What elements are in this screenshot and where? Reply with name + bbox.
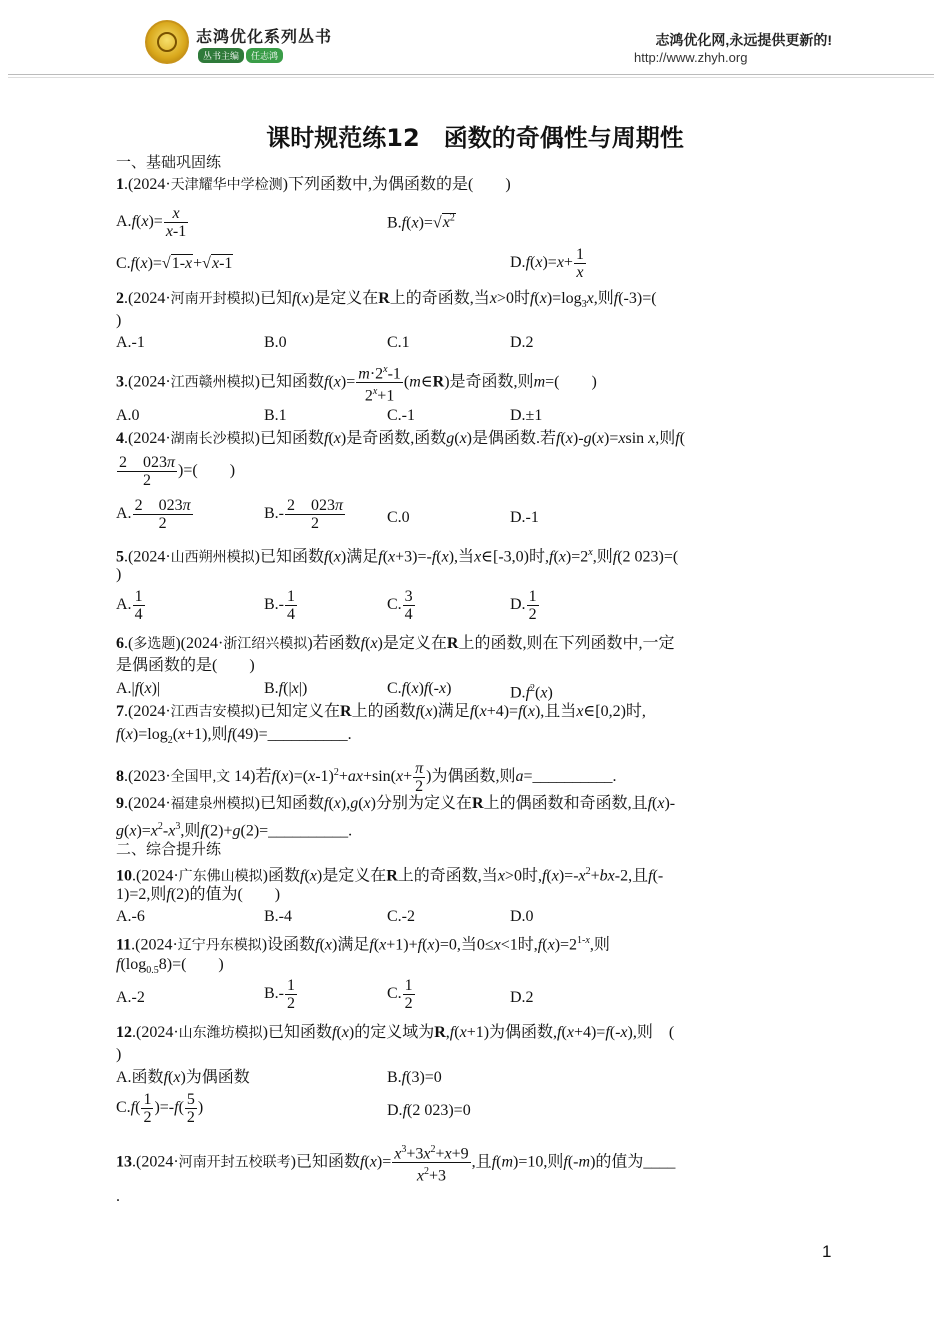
q6-option-d[interactable]: $D.f^2(x)$ — [510, 683, 553, 702]
question-3: 3.(2024·江西赣州模拟)已知函数f(x)= $\frac{m\cdot 2^x-1}{2^x+1}$ (m∈R)是奇函数,则m=( ) — [116, 361, 597, 405]
q1-option-a[interactable]: A.f(x)= $\frac{x}{x-1}$ — [116, 205, 187, 240]
q12-option-a[interactable]: A.函数f(x)为偶函数 — [116, 1069, 250, 1086]
q11-option-d[interactable]: D.2 — [510, 989, 534, 1006]
q4-option-a[interactable]: A. $\frac{2 023\pi}{2}$ — [116, 497, 191, 532]
q5-option-a[interactable]: A. $\frac{1}{4}$ — [116, 588, 143, 623]
q5-option-c[interactable]: C. $\frac{3}{4}$ — [387, 588, 413, 623]
q5-option-d[interactable]: D. $\frac{1}{2}$ — [510, 588, 537, 623]
q4-option-b[interactable]: B.- $\frac{2 023\pi}{2}$ — [264, 497, 344, 532]
question-4: 4.(2024·湖南长沙模拟)已知函数f(x)是奇函数,函数g(x)是偶函数.若f(x)-g(x)=xsin x,则f( — [116, 430, 686, 447]
header-divider-thin — [8, 77, 934, 78]
question-12: 12.(2024·山东潍坊模拟)已知函数f(x)的定义域为R,f(x+1)为偶函数,f(x+4)=f(-x),则 ( — [116, 1024, 675, 1041]
page-header — [0, 0, 950, 90]
q6-option-a[interactable]: A.|f(x)| — [116, 680, 161, 697]
editor-label: 丛书主编 — [198, 48, 244, 63]
question-2: 2.(2024·河南开封模拟)已知f(x)是定义在R上的奇函数,当x>0时$f(x)=\log_3x$,则f(-3)=( — [116, 290, 657, 311]
slogan: 志鸿优化网,永远提供更新的! — [655, 32, 832, 48]
q3-option-d[interactable]: D.±1 — [510, 407, 543, 424]
q5-option-b[interactable]: B.- $\frac{1}{4}$ — [264, 588, 295, 623]
section-heading-basic: 一、基础巩固练 — [116, 153, 222, 171]
q4-option-c[interactable]: C.0 — [387, 509, 410, 526]
q2-option-b[interactable]: B.0 — [264, 334, 287, 351]
q1-option-b[interactable]: $B.f(x)=√x^2$ — [387, 213, 455, 232]
q10-option-d[interactable]: D.0 — [510, 908, 534, 925]
q12-option-b[interactable]: B.f(3)=0 — [387, 1069, 442, 1086]
brand-title: 志鸿优化系列丛书 — [196, 29, 333, 46]
page-number: 1 — [822, 1242, 832, 1261]
section-heading-comprehensive: 二、综合提升练 — [116, 840, 222, 858]
question-1: 1.(2024·天津耀华中学检测)下列函数中,为偶函数的是( ) — [116, 176, 511, 193]
site-url[interactable]: http://www.zhyh.org — [634, 50, 748, 65]
question-6: 6.(多选题)(2024·浙江绍兴模拟)若函数f(x)是定义在R上的函数,则在下列函数中,一定 — [116, 635, 675, 652]
q3-option-a[interactable]: A.0 — [116, 407, 140, 424]
q2-option-c[interactable]: C.1 — [387, 334, 410, 351]
q12-option-c[interactable]: C.f( $\frac{1}{2}$ )=-f( $\frac{5}{2}$ ) — [116, 1091, 204, 1126]
q1-option-d[interactable]: D.f(x)=x+ $\frac{1}{x}$ — [510, 246, 584, 281]
header-divider — [8, 74, 934, 75]
q10-option-c[interactable]: C.-2 — [387, 908, 415, 925]
q3-option-c[interactable]: C.-1 — [387, 407, 415, 424]
q10-option-a[interactable]: A.-6 — [116, 908, 145, 925]
question-13: 13.(2024·河南开封五校联考)已知函数f(x)= $\frac{x^3+3x^2+x+9}{x^2+3}$ ,且f(m)=10,则f(-m)的值为____ — [116, 1141, 675, 1185]
question-5: 5.(2024·山西朔州模拟)已知函数f(x)满足f(x+3)=-f(x),当x∈[-3,0)时$,f(x)=2^x$,则f(2 023)=( — [116, 547, 679, 566]
q6-option-c[interactable]: C.f(x)f(-x) — [387, 680, 452, 697]
editor-name: 任志鸿 — [246, 48, 283, 63]
q12-option-d[interactable]: D.f(2 023)=0 — [387, 1102, 471, 1119]
q1-option-c[interactable]: C.f(x)=√1-x+√x-1 — [116, 255, 233, 272]
q4-option-d[interactable]: D.-1 — [510, 509, 539, 526]
q11-option-c[interactable]: C. $\frac{1}{2}$ — [387, 977, 413, 1012]
question-7: 7.(2024·江西吉安模拟)已知定义在R上的函数f(x)满足f(x+4)=f(x),且当x∈[0,2)时, — [116, 703, 646, 720]
q10-option-b[interactable]: B.-4 — [264, 908, 292, 925]
q2-option-d[interactable]: D.2 — [510, 334, 534, 351]
q11-option-a[interactable]: A.-2 — [116, 989, 145, 1006]
question-9: 9.(2024·福建泉州模拟)已知函数f(x),g(x)分别为定义在R上的偶函数和奇函数,且f(x)- — [116, 795, 676, 812]
page-title: 课时规范练12 函数的奇偶性与周期性 — [266, 124, 684, 152]
q3-option-b[interactable]: B.1 — [264, 407, 287, 424]
question-11: 11.(2024·辽宁丹东模拟)设函数f(x)满足f(x+1)+f(x)=0,当0≤x<1时$,f(x)=2^{1-x}$,则 — [116, 935, 610, 954]
q11-option-b[interactable]: B.- $\frac{1}{2}$ — [264, 977, 295, 1012]
question-8: 8.(2023·全国甲,文 14)若$f(x)=(x-1)^2+ax+\sin(x+$ $\frac{\pi}{2}$ )为偶函数,则a=__________. — [116, 760, 617, 795]
q2-option-a[interactable]: A.-1 — [116, 334, 145, 351]
question-10: 10.(2024·广东佛山模拟)函数f(x)是定义在R上的奇函数,当x>0时$,f(x)=-x^2+bx-2$,且f(- — [116, 866, 664, 885]
q6-option-b[interactable]: B.f(|x|) — [264, 680, 308, 697]
logo-seal-icon — [145, 20, 189, 64]
editor-badge — [198, 48, 285, 63]
